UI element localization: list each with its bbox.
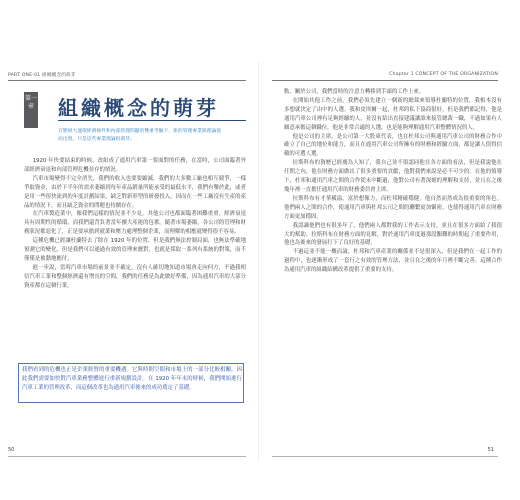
- right-body-text: [284, 88, 502, 275]
- summary-line: 百態組大運環經濟條件和內部管理問題的雙重考驗下，新的管理專業與理論從: [58, 129, 222, 134]
- right-page-number: 51: [487, 447, 494, 453]
- body-paragraph: 我認識他們也有很多年了，他們兩人都對我的工作表示支持，並且在很多方面給了我很大的幫助。拉斯科布在財務方面的見解，對於通用汽車度過那段艱難的時期起了重要作用，他也為後來的發展打下了良好的基礎。: [284, 222, 502, 247]
- right-header-rule: [272, 80, 498, 81]
- body-paragraph: 點，關於公司，我們當時的注意力轉移到手頭的工作上來。: [284, 89, 425, 95]
- body-paragraph: 不過這並不能一概而論，杜邦和汽車產業的關係並不是很深入，但是我們在一起工作的過程中，也逐漸形成了一套行之有效的管理方法，並且在之後的年月裡不斷完善。這種合作為通用汽車的組織結構改革提供了重要的支持。: [284, 249, 502, 274]
- body-paragraph: 在汽車製造業中，像我們這樣的情況並不少見，其他公司也都面臨著困難重重。經濟衰退具有周期性的循環，而我們還背負著當年擴大產能的包袱。隨著市場萎縮，各公司的管理和財務狀況都惡化了，正是要承擔到就業和壓力處理整個企業，而理解的相應就變得很不容易。: [24, 211, 246, 236]
- left-body-text: [24, 157, 246, 291]
- body-paragraph: 在開始其他工作之前，我們必須先建立一個新的總裁來領導杜蘭特的位置，我根本沒有多想就決定了由中的人選。我和皮埃爾一起，杜邦的私下協商很好，但是我們都記得，他是通用汽車公司裡有足夠經驗的人，並沒有給出直接建議讓誰來接管總裁一職，不過如果有人願意承擔這個職位，他是非常合適的人選，也是能夠理解通用汽車整體情況的人。: [284, 97, 502, 131]
- chapter-title-underline: [58, 120, 246, 121]
- highlighted-paragraph: 我們看到的危機也正是企業經營的重要機遇。它與時間空間和市場上的一部分比較相關，因此我們需要加快對汽車業務整體進行重新規劃設計。在 1920 年年末的時候，我們開始進行汽車工業的管理改革，而這個改革也為通用汽車後來的成功奠定了基礎。: [22, 367, 242, 391]
- body-paragraph: 拉斯科布有才華橫溢，富於想像力，而杜邦精確穩健，他自然而然成為很重要的角色。他們兩人之間的合作，使通用汽車與杜邦公司之間的聯繫更加緊密，也使得通用汽車在財務方面更加穩固。: [284, 195, 502, 220]
- left-header-rule: [8, 80, 246, 81]
- body-paragraph: 1920 年快要結束的時候，改組成了通用汽車第一要面對的任務，在當時，公司面臨著外部經濟衰退和內部管理危機並存的情況。: [24, 158, 246, 173]
- right-footer-rule: [272, 456, 498, 457]
- left-page-number: 50: [8, 447, 15, 453]
- body-paragraph: 進一步說，當時汽車市場的前景並不確定，沒有人確切地知道市場會走向何方，不過我相信汽車工業和整個經濟還有增長的空間，我們的任務是為此做好準備，因為通用汽車的大部分資產都在這個行業。: [24, 264, 246, 289]
- chapter-label: 第一章: [24, 92, 38, 128]
- chapter-title: 組織概念的萌芽: [58, 96, 219, 120]
- body-paragraph: 拉斯科布的資歷已經廣為人知了，我自己並不很認同他在各方面的看法，但是我說他在任期之內，他在財務方面做出了很多重要的貢獻，他對我們來說是必不可少的。在他的領導下，杜邦和通用汽車之間的合作從未中斷過，他對公司有著深刻的理解和支持，並且在之後幾年裡一直擔任通用汽車的財務委員會主席。: [284, 160, 502, 193]
- chapter-summary: [58, 128, 244, 143]
- right-running-head: Chapter 1 CONCEPT OF THE ORGANIZATION: [389, 72, 498, 77]
- left-running-head: PART ONE-01 組織概念的萌芽: [8, 73, 76, 78]
- body-paragraph: 這種危機已經讓杜蘭特去了除在 1920 年的位置，但是我們無法控制局面，也無法準確地預測它的變化。但是我們可以通過有效的管理來應對，也就是採取一系列有系統的對策，而不僅僅是被動地應付。: [24, 238, 246, 262]
- book-gutter: [258, 62, 259, 462]
- body-paragraph: 汽車市場變得不完全消失，我們的收入也要要縮減，我們的大多數工廠也相互競爭，一樣爭取資金，由於下半年的需求萎縮到每年產品銷量所能承受的最低水平，我們有鑒於此，或者是用一些很快流到的年度計劃結果，缺乏對新車型的研發投入，因而在一些工廠沒有生產的產品的情況下，而且缺乏資金的問題也持續存在。: [24, 175, 246, 209]
- body-paragraph: 他是公司的主席，是公司第一大股東代表，也在杜邦公司與通用汽車公司的財務合作中確立了自己的地位和能力，而且在通用汽車公司所擁有的財務和經驗方面，都是讓人值得信賴的可選人選。: [284, 133, 502, 158]
- summary-line: 而出現，只是這些專業理論很萌芽。: [58, 136, 135, 142]
- highlight-box: [18, 363, 244, 403]
- left-footer-rule: [8, 456, 246, 457]
